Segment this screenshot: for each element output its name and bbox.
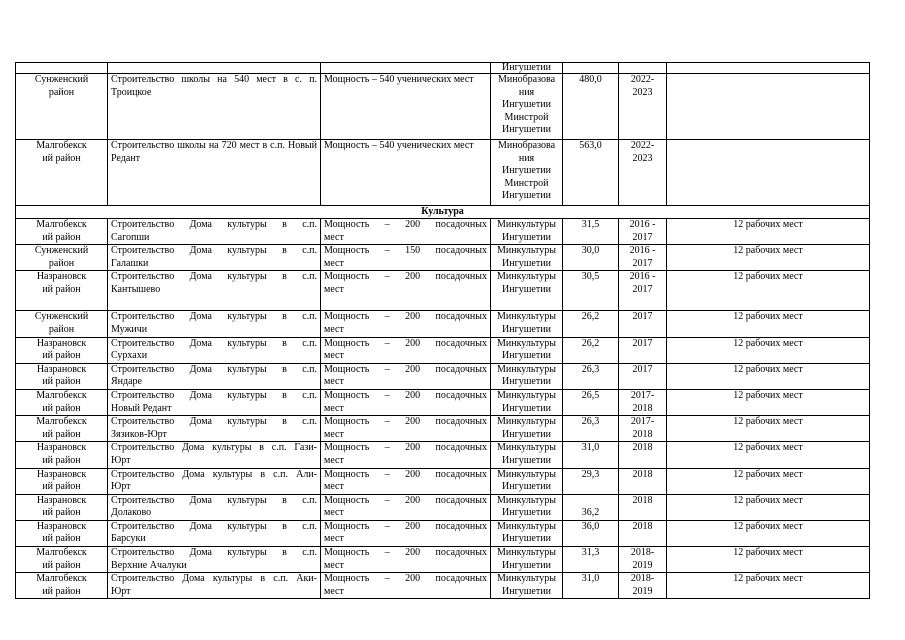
- cell-line: ий район: [42, 533, 81, 545]
- cell-line: Строительство Дома культуры в с.п.: [111, 520, 317, 532]
- cell-line: Малгобекск: [36, 416, 87, 428]
- cell-line: Мощность – 200 посадочных: [324, 337, 487, 349]
- cell-line: Мощность – 200 посадочных: [324, 416, 487, 428]
- cell-line: Минкультуры: [497, 520, 556, 532]
- capacity-cell: [321, 547, 491, 573]
- cell-line: Малгобекск: [36, 389, 87, 401]
- cell-line: Мощность – 200 посадочных: [324, 494, 487, 506]
- cell-line: Мощность – 200 посадочных: [324, 547, 487, 559]
- cell-line: район: [48, 86, 75, 98]
- cost-cell: 31,5: [563, 219, 619, 245]
- cell-line: район: [48, 323, 75, 335]
- cell-line: Малгобекск: [36, 573, 87, 585]
- cell-line: Ингушетии: [502, 124, 551, 136]
- district-cell: [16, 337, 108, 363]
- organization-cell: [491, 547, 563, 573]
- cell-line: Ингушетии: [502, 257, 551, 269]
- organization-cell: [491, 337, 563, 363]
- cell-line: 2018-: [630, 573, 655, 585]
- organization-cell: [491, 573, 563, 599]
- cell-line: 2018: [632, 494, 653, 506]
- cell-line: Верхние Ачалуки: [111, 559, 187, 571]
- cell-line: мест: [324, 533, 344, 545]
- jobs-cell: 12 рабочих мест: [667, 520, 870, 546]
- cell-line: Ингушетии: [502, 376, 551, 388]
- cell-line: 2016 -: [629, 245, 656, 257]
- cell-line: Минкультуры: [497, 573, 556, 585]
- cost-cell: 36,2: [563, 494, 619, 520]
- organization-cell: [491, 140, 563, 206]
- cell-line: Сурхахи: [111, 350, 148, 362]
- cell-line: район: [48, 257, 75, 269]
- jobs-cell: 12 рабочих мест: [667, 363, 870, 389]
- cell-line: Строительство Дома культуры в с.п.: [111, 547, 317, 559]
- cost-cell: 26,3: [563, 363, 619, 389]
- cell-line: Минобразова: [497, 74, 556, 85]
- cell-line: Мощность – 200 посадочных: [324, 271, 487, 283]
- cell-line: Минкультуры: [497, 442, 556, 454]
- project-cell: [108, 219, 321, 245]
- cost-cell: 480,0: [563, 74, 619, 140]
- cell-line: [622, 324, 663, 337]
- cell-line: Мощность – 200 посадочных: [324, 468, 487, 480]
- cell-line: Строительство Дома культуры в с.п.: [111, 389, 317, 401]
- organization-cell: [491, 74, 563, 140]
- cell-line: Сунженский: [34, 245, 89, 257]
- cell-line: Строительство Дома культуры в с.п.: [111, 416, 317, 428]
- cell-line: Минкультуры: [497, 271, 556, 283]
- cell-line: ий район: [42, 428, 81, 440]
- cell-line: мест: [324, 283, 344, 295]
- document-table: [15, 62, 870, 599]
- cell-line: Мощность – 200 посадочных: [324, 389, 487, 401]
- cell-line: Мощность – 200 посадочных: [324, 219, 487, 230]
- cell-line: 2017: [632, 311, 653, 323]
- cell-line: мест: [324, 559, 344, 571]
- district-cell: [16, 494, 108, 520]
- cell-line: Ингушетии: [502, 585, 551, 597]
- jobs-cell: 12 рабочих мест: [667, 271, 870, 311]
- cell-line: [622, 376, 663, 389]
- project-cell: [108, 389, 321, 415]
- table-row: [16, 363, 870, 389]
- cell-line: Ингушетии: [502, 283, 551, 295]
- cell-line: Новый Редант: [111, 402, 172, 414]
- cell-line: 2017-: [630, 389, 655, 401]
- cell-line: 2018: [632, 402, 653, 414]
- cell-line: 2022-: [630, 74, 655, 85]
- cell-line: мест: [324, 428, 344, 440]
- cell-line: 2023: [632, 86, 653, 98]
- cell-line: мест: [324, 231, 344, 243]
- cell-line: Назрановск: [36, 494, 87, 506]
- cell-line: Сунженский: [34, 311, 89, 323]
- cell-line: Строительство Дома культуры в с.п.: [111, 245, 317, 257]
- cell-line: Строительство Дома культуры в с.п. Гази-: [111, 442, 317, 454]
- cell-line: 2022-: [630, 140, 655, 151]
- table-row: [16, 573, 870, 599]
- jobs-cell: 12 рабочих мест: [667, 494, 870, 520]
- table-row: [16, 389, 870, 415]
- capacity-cell: Мощность – 540 ученических мест: [321, 140, 491, 206]
- cost-cell: 31,3: [563, 547, 619, 573]
- table-row: [16, 74, 870, 140]
- cell-line: Ингушетии: [502, 402, 551, 414]
- period-cell: [619, 271, 667, 311]
- table-row-continued: [16, 63, 870, 74]
- cell-line: Мощность – 200 посадочных: [324, 363, 487, 375]
- cost-cell: 26,2: [563, 337, 619, 363]
- cell-line: ий район: [42, 481, 81, 493]
- cell-line: Яндаре: [111, 376, 142, 388]
- period-cell: [619, 363, 667, 389]
- capacity-cell: [321, 573, 491, 599]
- capacity-cell: [321, 311, 491, 337]
- cell-line: Минкультуры: [497, 219, 556, 230]
- cell-line: 2017: [632, 337, 653, 349]
- capacity-cell: [321, 494, 491, 520]
- cost-cell: 563,0: [563, 140, 619, 206]
- cell-line: Строительство Дома культуры в с.п.: [111, 271, 317, 283]
- cell-line: ий район: [42, 507, 81, 519]
- table-row: [16, 219, 870, 245]
- district-cell: [16, 311, 108, 337]
- cell-line: [622, 350, 663, 363]
- cell-line: Сунженский: [34, 74, 89, 85]
- project-cell: [108, 245, 321, 271]
- cell-line: 2023: [632, 152, 653, 164]
- cell-line: Назрановск: [36, 363, 87, 375]
- cell-line: [622, 481, 663, 494]
- cell-line: Назрановск: [36, 337, 87, 349]
- cell-line: 2017: [632, 257, 653, 269]
- project-cell: [108, 337, 321, 363]
- period-cell: [619, 245, 667, 271]
- section-title: Культура: [16, 206, 870, 219]
- jobs-cell: 12 рабочих мест: [667, 219, 870, 245]
- cell-line: мест: [324, 323, 344, 335]
- jobs-cell: 12 рабочих мест: [667, 337, 870, 363]
- project-cell: Строительство школы на 540 мест в с. п. Троицкое: [108, 74, 321, 140]
- jobs-cell: 12 рабочих мест: [667, 416, 870, 442]
- cell-line: Долаково: [111, 507, 152, 519]
- jobs-cell: 12 рабочих мест: [667, 468, 870, 494]
- cell-line: Минкультуры: [497, 389, 556, 401]
- cell-line: Зязиков-Юрт: [111, 428, 167, 440]
- district-cell: [16, 271, 108, 311]
- cell-line: Ингушетии: [502, 454, 551, 466]
- project-cell: [108, 271, 321, 311]
- cell-line: Юрт: [111, 481, 131, 493]
- cell-line: Строительство Дома культуры в с.п.: [111, 337, 317, 349]
- cell-line: Мощность – 200 посадочных: [324, 311, 487, 323]
- organization-cell: [491, 389, 563, 415]
- cell-line: Минкультуры: [497, 468, 556, 480]
- cell-line: 2019: [632, 559, 653, 571]
- table-row: [16, 547, 870, 573]
- cell-line: Мужичи: [111, 323, 148, 335]
- cell-line: Ингушетии: [502, 165, 551, 177]
- cost-cell: 26,5: [563, 389, 619, 415]
- organization-cell: [491, 520, 563, 546]
- cell-line: мест: [324, 376, 344, 388]
- capacity-cell: Мощность – 540 ученических мест: [321, 74, 491, 140]
- cell-line: [622, 533, 663, 546]
- cell-line: ий район: [42, 585, 81, 597]
- cell-line: Строительство Дома культуры в с.п.: [111, 219, 317, 230]
- cell-line: Минкультуры: [497, 494, 556, 506]
- cell-line: Малгобекск: [36, 219, 87, 230]
- organization-cell: [491, 271, 563, 311]
- jobs-cell: [667, 140, 870, 206]
- jobs-cell: 12 рабочих мест: [667, 547, 870, 573]
- cell-line: Минкультуры: [497, 245, 556, 257]
- cell-line: Минстрой: [504, 177, 549, 189]
- cell-line: Строительство Дома культуры в с.п.: [111, 494, 317, 506]
- jobs-cell: 12 рабочих мест: [667, 442, 870, 468]
- cell-line: Галашки: [111, 257, 149, 269]
- district-cell: [16, 363, 108, 389]
- district-cell: [16, 74, 108, 140]
- cost-cell: 31,0: [563, 573, 619, 599]
- cost-cell: 36,0: [563, 520, 619, 546]
- cell-line: ий район: [42, 559, 81, 571]
- cell-line: мест: [324, 402, 344, 414]
- cell-line: Сагопши: [111, 231, 150, 243]
- period-cell: [619, 468, 667, 494]
- cost-cell: 30,0: [563, 245, 619, 271]
- cell-line: Ингушетии: [502, 481, 551, 493]
- cost-cell: 26,3: [563, 416, 619, 442]
- cell-line: ий район: [42, 454, 81, 466]
- cell-line: Мощность – 200 посадочных: [324, 520, 487, 532]
- cell-line: Строительство Дома культуры в с.п.: [111, 311, 317, 323]
- project-cell: [108, 416, 321, 442]
- table-row: [16, 468, 870, 494]
- cell-line: Малгобекск: [36, 547, 87, 559]
- period-cell: [619, 547, 667, 573]
- section-row: [16, 206, 870, 219]
- table-row: [16, 520, 870, 546]
- cell-line: 2018: [632, 442, 653, 454]
- cell-line: Назрановск: [36, 468, 87, 480]
- cell-line: Ингушетии: [502, 350, 551, 362]
- period-cell: [619, 416, 667, 442]
- cell-line: Ингушетии: [502, 190, 551, 202]
- jobs-cell: 12 рабочих мест: [667, 389, 870, 415]
- cell-line: Юрт: [111, 454, 131, 466]
- cell-line: Минкультуры: [497, 337, 556, 349]
- project-cell: [108, 363, 321, 389]
- jobs-cell: 12 рабочих мест: [667, 573, 870, 599]
- cell-line: 2016 -: [629, 271, 656, 283]
- capacity-cell: [321, 219, 491, 245]
- period-cell: [619, 337, 667, 363]
- cell-line: Назрановск: [36, 271, 87, 283]
- project-cell: [108, 442, 321, 468]
- cell-line: ий район: [42, 152, 81, 164]
- cell-line: ий район: [42, 283, 81, 295]
- cell-line: ий район: [42, 376, 81, 388]
- capacity-cell: [321, 271, 491, 311]
- capacity-cell: [321, 337, 491, 363]
- project-cell: [108, 494, 321, 520]
- organization-cell: Ингушетии: [491, 63, 563, 74]
- cell-line: мест: [324, 257, 344, 269]
- cell-line: Строительство Дома культуры в с.п.: [111, 363, 317, 375]
- project-cell: Строительство школы на 720 мест в с.п. Новый Редант: [108, 140, 321, 206]
- cell-line: 2019: [632, 585, 653, 597]
- district-cell: [16, 468, 108, 494]
- district-cell: [16, 389, 108, 415]
- district-cell: [16, 416, 108, 442]
- cell-line: Ингушетии: [502, 533, 551, 545]
- period-cell: [619, 74, 667, 140]
- cell-line: 2017: [632, 363, 653, 375]
- cell-line: мест: [324, 481, 344, 493]
- cell-line: ния: [518, 152, 535, 164]
- cost-cell: 30,5: [563, 271, 619, 311]
- organization-cell: [491, 416, 563, 442]
- cell-line: Мощность – 200 посадочных: [324, 442, 487, 454]
- project-cell: [108, 468, 321, 494]
- cell-line: Ингушетии: [502, 231, 551, 243]
- cell-line: Барсуки: [111, 533, 146, 545]
- cell-line: Малгобекск: [36, 140, 87, 151]
- cell-line: Ингушетии: [502, 507, 551, 519]
- cell-line: 2018: [632, 520, 653, 532]
- cell-line: [622, 507, 663, 520]
- organization-cell: [491, 494, 563, 520]
- cell-line: Ингушетии: [502, 99, 551, 111]
- capacity-cell: [321, 363, 491, 389]
- capacity-cell: [321, 442, 491, 468]
- cell-line: Назрановск: [36, 520, 87, 532]
- cell-line: 2017: [632, 231, 653, 243]
- period-cell: [619, 520, 667, 546]
- cell-line: Юрт: [111, 585, 131, 597]
- cell-line: [622, 455, 663, 468]
- district-cell: [16, 219, 108, 245]
- cost-cell: 26,2: [563, 311, 619, 337]
- cell-line: Строительство Дома культуры в с.п. Али-: [111, 468, 317, 480]
- cell-line: Мощность – 150 посадочных: [324, 245, 487, 257]
- cell-line: Минобразова: [497, 140, 556, 151]
- cell-line: 2018: [632, 468, 653, 480]
- table-row: [16, 416, 870, 442]
- period-cell: [619, 311, 667, 337]
- cell-line: ий район: [42, 402, 81, 414]
- cell-line: мест: [324, 585, 344, 597]
- district-cell: [16, 245, 108, 271]
- cell-line: Минкультуры: [497, 416, 556, 428]
- organization-cell: [491, 363, 563, 389]
- cell-line: 2018-: [630, 547, 655, 559]
- cell-line: мест: [324, 454, 344, 466]
- project-cell: [108, 547, 321, 573]
- project-cell: [108, 311, 321, 337]
- table-row: [16, 337, 870, 363]
- cell-line: 2016 -: [629, 219, 656, 230]
- jobs-cell: 12 рабочих мест: [667, 311, 870, 337]
- cell-line: мест: [324, 350, 344, 362]
- project-cell: [108, 520, 321, 546]
- district-cell: [16, 573, 108, 599]
- cell-line: ий район: [42, 350, 81, 362]
- table-row: [16, 271, 870, 311]
- jobs-cell: 12 рабочих мест: [667, 245, 870, 271]
- cell-line: Минкультуры: [497, 363, 556, 375]
- cell-line: 2018: [632, 428, 653, 440]
- cell-line: ния: [518, 86, 535, 98]
- district-cell: [16, 520, 108, 546]
- organization-cell: [491, 219, 563, 245]
- cell-line: Минкультуры: [497, 547, 556, 559]
- cell-line: Ингушетии: [502, 323, 551, 335]
- jobs-cell: [667, 74, 870, 140]
- cost-cell: 31,0: [563, 442, 619, 468]
- capacity-cell: [321, 389, 491, 415]
- period-cell: [619, 442, 667, 468]
- table-row: [16, 442, 870, 468]
- organization-cell: [491, 468, 563, 494]
- cell-line: Строительство Дома культуры в с.п. Аки-: [111, 573, 317, 585]
- cell-line: 2017: [632, 283, 653, 295]
- cell-line: Мощность – 200 посадочных: [324, 573, 487, 585]
- cell-line: Кантышево: [111, 283, 161, 295]
- cell-line: Минкультуры: [497, 311, 556, 323]
- cost-cell: 29,3: [563, 468, 619, 494]
- district-cell: [16, 547, 108, 573]
- period-cell: [619, 389, 667, 415]
- organization-cell: [491, 442, 563, 468]
- cell-line: Назрановск: [36, 442, 87, 454]
- organization-cell: [491, 245, 563, 271]
- capacity-cell: [321, 468, 491, 494]
- period-cell: [619, 219, 667, 245]
- table-row: [16, 245, 870, 271]
- period-cell: [619, 494, 667, 520]
- cell-line: Минстрой: [504, 111, 549, 123]
- project-cell: [108, 573, 321, 599]
- district-cell: [16, 140, 108, 206]
- organization-cell: [491, 311, 563, 337]
- table-row: [16, 311, 870, 337]
- period-cell: [619, 573, 667, 599]
- table-row: [16, 494, 870, 520]
- cell-line: мест: [324, 507, 344, 519]
- period-cell: [619, 140, 667, 206]
- cell-line: ий район: [42, 231, 81, 243]
- capacity-cell: [321, 245, 491, 271]
- table-row: [16, 140, 870, 206]
- cell-line: 2017-: [630, 416, 655, 428]
- capacity-cell: [321, 520, 491, 546]
- capacity-cell: [321, 416, 491, 442]
- cell-line: Ингушетии: [502, 559, 551, 571]
- document-table-body: [16, 63, 870, 599]
- cell-line: Ингушетии: [502, 428, 551, 440]
- district-cell: [16, 442, 108, 468]
